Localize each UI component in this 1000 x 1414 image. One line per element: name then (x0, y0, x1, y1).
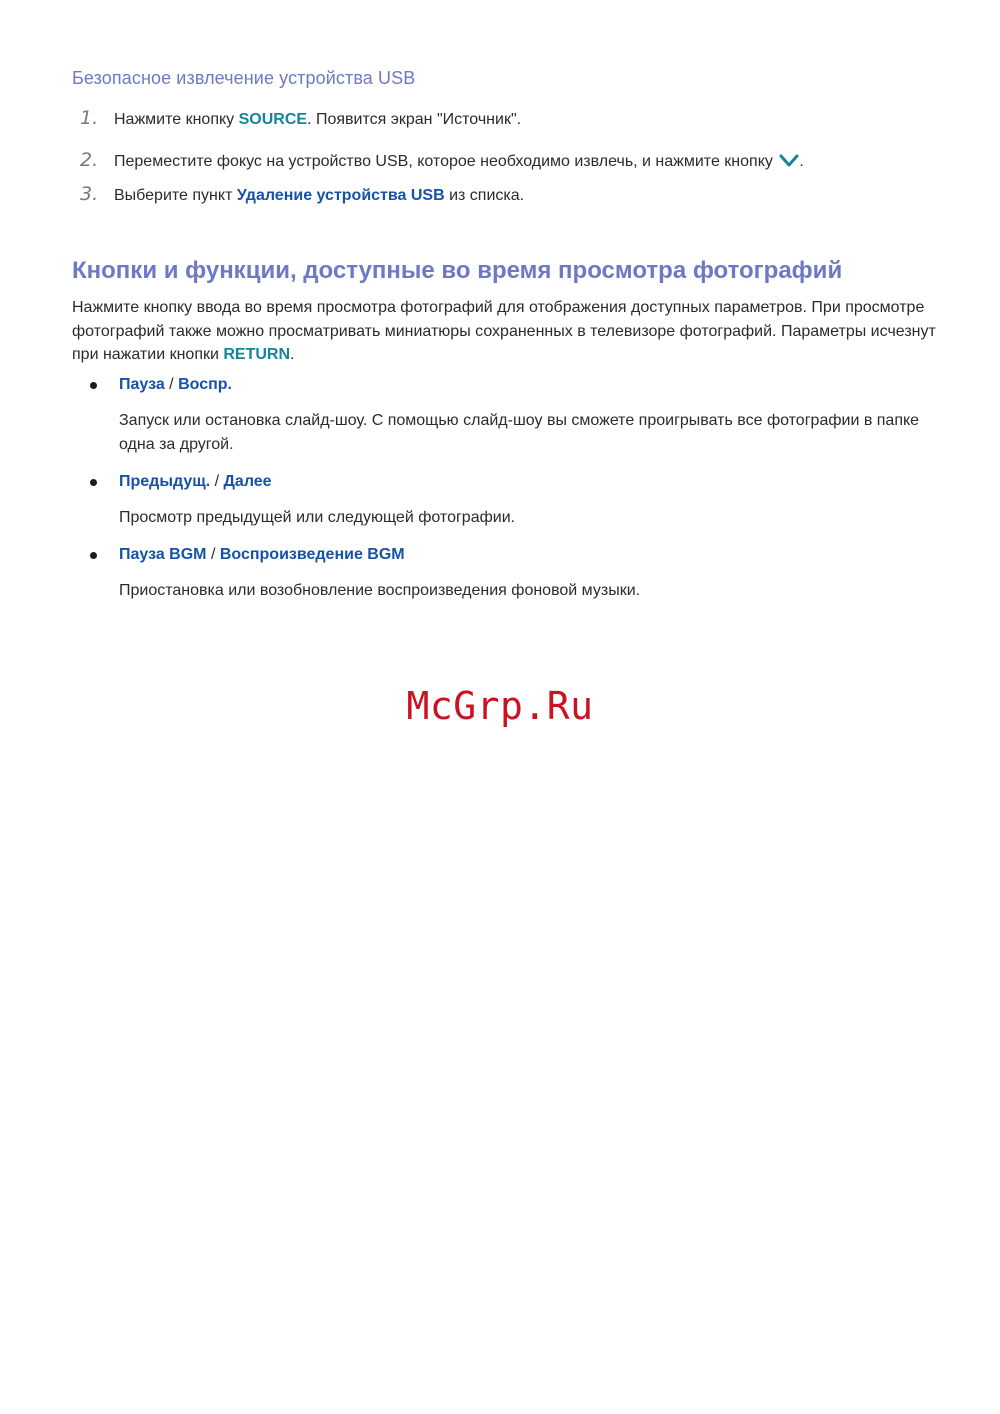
intro-paragraph: Нажмите кнопку ввода во время просмотра фотографий для отображения доступных параметров. При просмотре фотографий также можно просматривать миниатюры сохраненных в телевизоре фотографий. Параметры исчезнут при нажатии кнопки RETURN. (72, 299, 936, 363)
source-keyword: SOURCE (238, 111, 308, 128)
chevron-down-icon (779, 153, 799, 176)
item-description: Приостановка или возобновление воспроизведения фоновой музыки. (119, 582, 641, 599)
step-number: 3. (80, 183, 99, 205)
section-heading-usb-removal: Безопасное извлечение устройства USB (72, 68, 416, 88)
item-description: Просмотр предыдущей или следующей фотографии. (119, 509, 516, 526)
item-label: Пауза BGM / Воспроизведение BGM (119, 546, 405, 563)
section-heading-photo-buttons: Кнопки и функции, доступные во время просмотра фотографий (72, 257, 843, 284)
item-label: Пауза / Воспр. (119, 376, 232, 393)
bullet-dot (90, 382, 97, 389)
item-description: Запуск или остановка слайд-шоу. С помощью слайд-шоу вы сможете проигрывать все фотографии в папке одна за другой. (119, 412, 920, 453)
step-text: Нажмите кнопку SOURCE. Появится экран "Источник". (114, 111, 522, 128)
step-number: 2. (80, 149, 99, 171)
remove-usb-keyword: Удаление устройства USB (236, 187, 445, 204)
bullet-dot (90, 479, 97, 486)
return-keyword: RETURN (223, 346, 291, 363)
step-text: Переместите фокус на устройство USB, которое необходимо извлечь, и нажмите кнопку . (114, 151, 804, 176)
step-number: 1. (80, 107, 99, 129)
bullet-dot (90, 552, 97, 559)
item-label: Предыдущ. / Далее (119, 473, 272, 490)
watermark: McGrp.Ru (406, 684, 594, 728)
step-text: Выберите пункт Удаление устройства USB из списка. (114, 187, 525, 204)
